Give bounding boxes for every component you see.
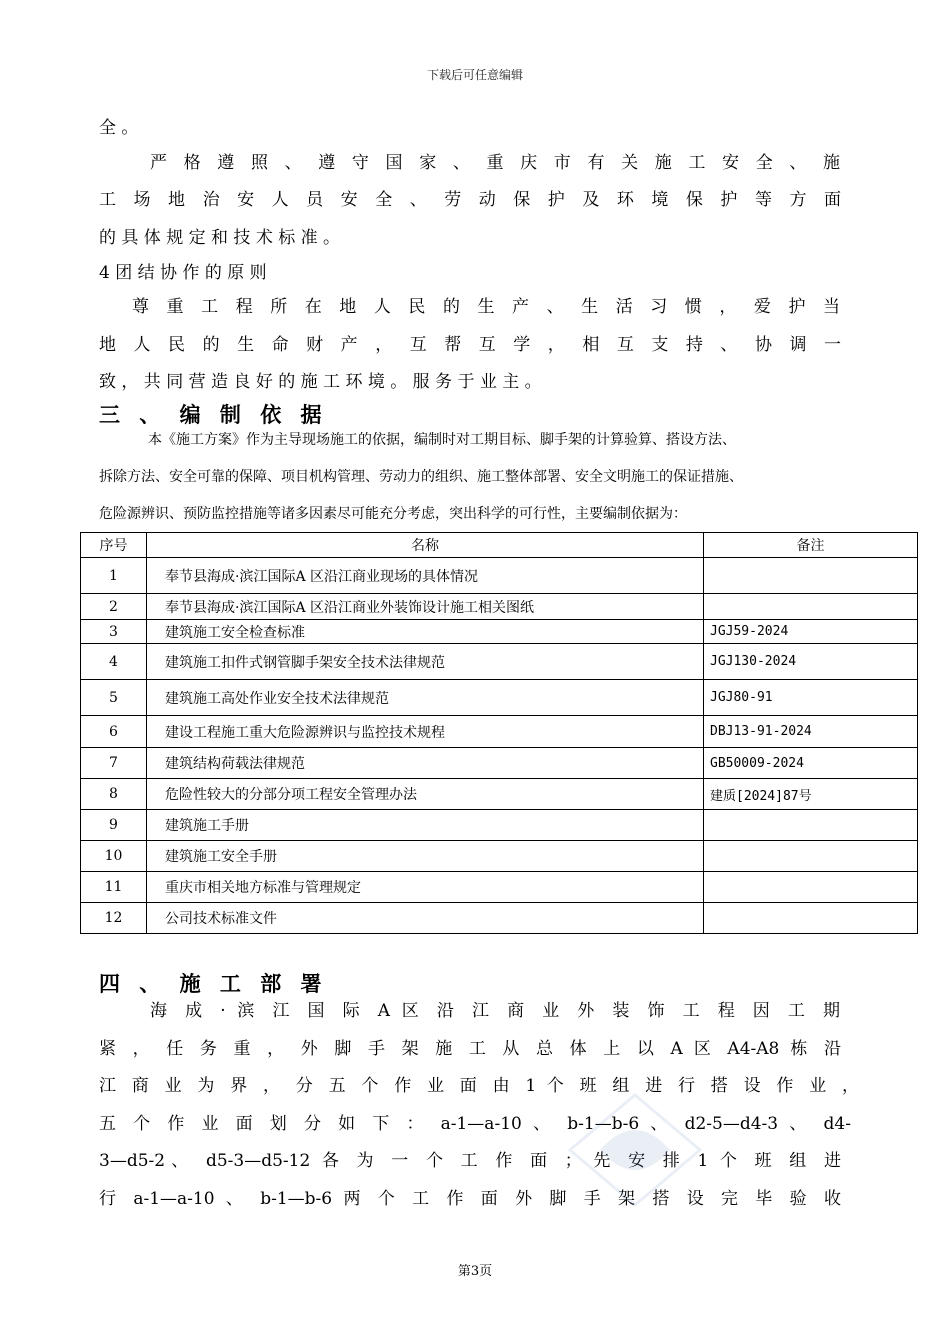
row-no: 4	[81, 644, 147, 680]
row-note	[704, 594, 918, 620]
paragraph-line: 五 个 作 业 面 划 分 如 下 ： a-1—a-10 、 b-1—b-6 、 d2-5—d4-3 、 d4-	[99, 1114, 851, 1134]
table-row	[81, 558, 918, 594]
row-no: 2	[81, 594, 147, 620]
table-row	[81, 644, 918, 680]
paragraph-line: 3—d5-2、 d5-3—d5-12 各 为 一 个 工 作 面 ； 先 安 排 1 个 班 组 进	[99, 1151, 841, 1171]
row-no: 10	[81, 841, 147, 872]
row-note	[704, 558, 918, 594]
table-row	[81, 903, 918, 934]
table-row	[81, 779, 918, 810]
row-no: 3	[81, 620, 147, 644]
row-note	[704, 872, 918, 903]
paragraph-line: 的 具 体 规 定 和 技 术 标 准 。	[99, 228, 341, 248]
row-name: 建筑结构荷载法律规范	[147, 748, 704, 779]
paragraph-line: 致 ， 共 同 营 造 良 好 的 施 工 环 境 。 服 务 于 业 主 。	[99, 372, 542, 392]
table-header-row	[81, 533, 918, 558]
table-row	[81, 748, 918, 779]
row-no: 7	[81, 748, 147, 779]
row-name: 建设工程施工重大危险源辨识与监控技术规程	[147, 716, 704, 748]
row-name: 公司技术标准文件	[147, 903, 704, 934]
row-no: 11	[81, 872, 147, 903]
page-number: 第3页	[457, 1264, 493, 1279]
paragraph-line: 海 成 · 滨 江 国 际 A 区 沿 江 商 业 外 装 饰 工 程 因 工 期	[150, 1001, 840, 1021]
subheading-unity: 4 团 结 协 作 的 原 则	[99, 263, 267, 283]
intro-line: 危险源辨识、预防监控措施等诸多因素尽可能充分考虑，突出科学的可行性，主要编制依据为：	[99, 506, 687, 522]
paragraph-line: 全 。	[99, 118, 139, 138]
page-header: 下载后可任意编辑	[426, 68, 523, 82]
table-row	[81, 841, 918, 872]
table-row	[81, 716, 918, 748]
row-name: 建筑施工安全检查标准	[147, 620, 704, 644]
paragraph-line: 地 人 民 的 生 命 财 产 ， 互 帮 互 学 ， 相 互 支 持 、 协 调 一	[99, 335, 841, 355]
row-no: 5	[81, 680, 147, 716]
header-note: 备注	[704, 533, 918, 558]
watermark-icon	[560, 1090, 710, 1210]
table-row	[81, 594, 918, 620]
header-no: 序号	[81, 533, 147, 558]
row-note: JGJ80-91	[704, 680, 918, 716]
table-row	[81, 680, 918, 716]
intro-line: 拆除方法、安全可靠的保障、项目机构管理、劳动力的组织、施工整体部署、安全文明施工的保证措施、	[99, 469, 743, 485]
section3-title: 三 、 编 制 依 据	[99, 403, 328, 427]
row-note: GB50009-2024	[704, 748, 918, 779]
row-name: 奉节县海成·滨江国际A 区沿江商业外装饰设计施工相关图纸	[147, 594, 704, 620]
row-note: JGJ130-2024	[704, 644, 918, 680]
section4-title: 四 、 施 工 部 署	[99, 972, 328, 996]
row-no: 6	[81, 716, 147, 748]
row-note	[704, 810, 918, 841]
row-note: DBJ13-91-2024	[704, 716, 918, 748]
row-name: 重庆市相关地方标准与管理规定	[147, 872, 704, 903]
row-name: 建筑施工手册	[147, 810, 704, 841]
row-no: 9	[81, 810, 147, 841]
header-name: 名称	[147, 533, 704, 558]
intro-line: 本《施工方案》作为主导现场施工的依据，编制时对工期目标、脚手架的计算验算、搭设方法、	[148, 432, 736, 448]
row-name: 危险性较大的分部分项工程安全管理办法	[147, 779, 704, 810]
paragraph-line: 严 格 遵 照 、 遵 守 国 家 、 重 庆 市 有 关 施 工 安 全 、 施	[150, 153, 840, 173]
row-no: 12	[81, 903, 147, 934]
paragraph-line: 尊 重 工 程 所 在 地 人 民 的 生 产 、 生 活 习 惯 ， 爱 护 当	[132, 297, 840, 317]
basis-table	[80, 532, 918, 934]
row-note	[704, 903, 918, 934]
table-row	[81, 872, 918, 903]
row-name: 建筑施工高处作业安全技术法律规范	[147, 680, 704, 716]
row-no: 8	[81, 779, 147, 810]
paragraph-line: 江 商 业 为 界 ， 分 五 个 作 业 面 由 1 个 班 组 进 行 搭 设 作 业 ，	[99, 1076, 859, 1096]
paragraph-line: 紧 ， 任 务 重 ， 外 脚 手 架 施 工 从 总 体 上 以 A 区 A4-A8 栋 沿	[99, 1039, 841, 1059]
paragraph-line: 行 a-1—a-10 、 b-1—b-6 两 个 工 作 面 外 脚 手 架 搭 设 完 毕 验 收	[99, 1189, 841, 1209]
row-note: JGJ59-2024	[704, 620, 918, 644]
paragraph-line: 工 场 地 治 安 人 员 安 全 、 劳 动 保 护 及 环 境 保 护 等 方 面	[99, 190, 841, 210]
row-name: 奉节县海成·滨江国际A 区沿江商业现场的具体情况	[147, 558, 704, 594]
table-row	[81, 620, 918, 644]
row-note	[704, 841, 918, 872]
row-note: 建质[2024]87号	[704, 779, 918, 810]
row-no: 1	[81, 558, 147, 594]
row-name: 建筑施工安全手册	[147, 841, 704, 872]
table-row	[81, 810, 918, 841]
row-name: 建筑施工扣件式钢管脚手架安全技术法律规范	[147, 644, 704, 680]
